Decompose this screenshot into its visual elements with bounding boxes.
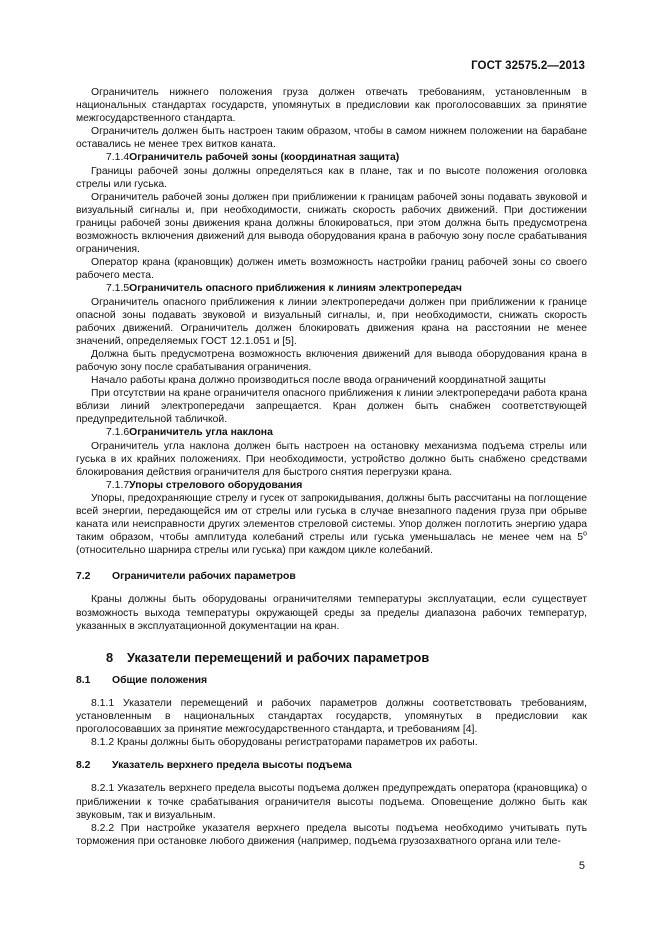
paragraph: Ограничитель опасного приближения к линии электропередачи должен при приближении к границе опасной зоны подавать звуковой и визуальный сигналы, и, при необходимости, снижать скорость рабочих движений. Ограничитель должен блокировать движения крана на расстоянии не менее значений, определяемых ГОСТ 12.1.051 и [5]. — [76, 296, 587, 347]
paragraph: 8.2.1 Указатель верхнего предела высоты подъема должен предупреждать оператора (крановщика) о приближении к точке срабатывания ограничителя высоты подъема. Оповещение должно быть как звуковым, так и визуальным. — [76, 783, 587, 821]
paragraph: Оператор крана (крановщик) должен иметь возможность настройки границ рабочей зоны со своего рабочего места. — [76, 257, 587, 282]
paragraph: Ограничитель угла наклона должен быть настроен на остановку механизма подъема стрелы или гуська в их крайних положениях. При необходимости, устройство должно быть снабжено средствами блокирования действия ограничителя для быстрого снятия перегрузки крана. — [76, 440, 587, 478]
paragraph: Ограничитель нижнего положения груза должен отвечать требованиям, установленным в национальных стандартах государств, упомянутых в предисловии как проголосовавших за принятие межгосударственного стандарта. — [76, 87, 587, 125]
paragraph: При отсутствии на кране ограничителя опасного приближения к линии электропередачи работа крана вблизи линий электропередачи запрещается. Кран должен быть снабжен соответствующей предупредительной табличкой. — [76, 388, 587, 426]
paragraph: Начало работы крана должно производиться после ввода ограничений координатной защиты — [91, 375, 546, 387]
section-heading-8-2: 8.2 Указатель верхнего предела высоты подъема — [76, 760, 352, 772]
paragraph: Ограничитель рабочей зоны должен при приближении к границам рабочей зоны подавать звуковой и визуальный сигналы и, при необходимости, снижать скорость рабочих движений. При достижении границы рабочей зоны движения крана должны блокироваться, при этом должна быть предусмотрена возможность включения движений для вывода оборудования крана в рабочую зону после срабатывания ограничения. — [76, 191, 587, 256]
section-heading-7-1-4: 7.1.4Ограничитель рабочей зоны (координатная защита) — [106, 152, 400, 164]
paragraph: 8.2.2 При настройке указателя верхнего предела высоты подъема необходимо учитывать путь торможения при остановке любого движения (например, подъема грузозахватного органа или теле- — [76, 822, 587, 847]
section-heading-8-1: 8.1 Общие положения — [76, 674, 208, 686]
paragraph: 8.1.2 Краны должны быть оборудованы регистраторами параметров их работы. — [91, 737, 478, 749]
degree-mark: o — [583, 530, 587, 538]
section-heading-7-1-5: 7.1.5Ограничитель опасного приближения к линиям электропередач — [106, 283, 462, 295]
section-heading-7-1-6: 7.1.6Ограничитель угла наклона — [106, 427, 273, 439]
paragraph: Упоры, предохраняющие стрелу и гусек от запрокидывания, должны быть рассчитаны на поглощение всей энергии, передающейся им от стрелы или гуська в случае внезапного падения груза при обрыве каната или неисправности других элементов стреловой системы. Упор должен поглотить энергию удара таким образом, чтобы амплитуда колебаний стрелы или гуська уменьшалась не менее чем на 5$^o$ (относительно шарнира стрелы или гуська) при каждом цикле колебаний. — [76, 492, 587, 557]
paragraph: Краны должны быть оборудованы ограничителями температуры эксплуатации, если существует возможность выхода температуры окружающей среды за пределы диапазона рабочих температур, указанных в эксплуатационной документации на кран. — [76, 594, 587, 632]
page-content — [76, 86, 587, 848]
paragraph: 8.1.1 Указатели перемещений и рабочих параметров должны соответствовать требованиям, установленным в национальных стандартах государств, упомянутых в предисловии как проголосовавших за принятие межгосударственного стандарта, и требованиям [4]. — [76, 697, 587, 736]
page-number: 5 — [578, 860, 585, 872]
section-heading-7-2: 7.2 Ограничители рабочих параметров — [76, 571, 296, 583]
document-code: ГОСТ 32575.2—2013 — [471, 60, 585, 72]
section-heading-7-1-7: 7.1.7Упоры стрелового оборудования — [106, 479, 303, 491]
chapter-heading-8: 8 Указатели перемещений и рабочих параметров — [106, 649, 430, 665]
paragraph: Ограничитель должен быть настроен таким образом, чтобы в самом нижнем положении на барабане оставались не менее трех витков каната. — [76, 126, 587, 151]
paragraph: Должна быть предусмотрена возможность включения движений для вывода оборудования крана в рабочую зону после срабатывания ограничения. — [76, 348, 587, 373]
paragraph: Границы рабочей зоны должны определяться как в плане, так и по высоте положения оголовка стрелы или гуська. — [76, 165, 587, 190]
